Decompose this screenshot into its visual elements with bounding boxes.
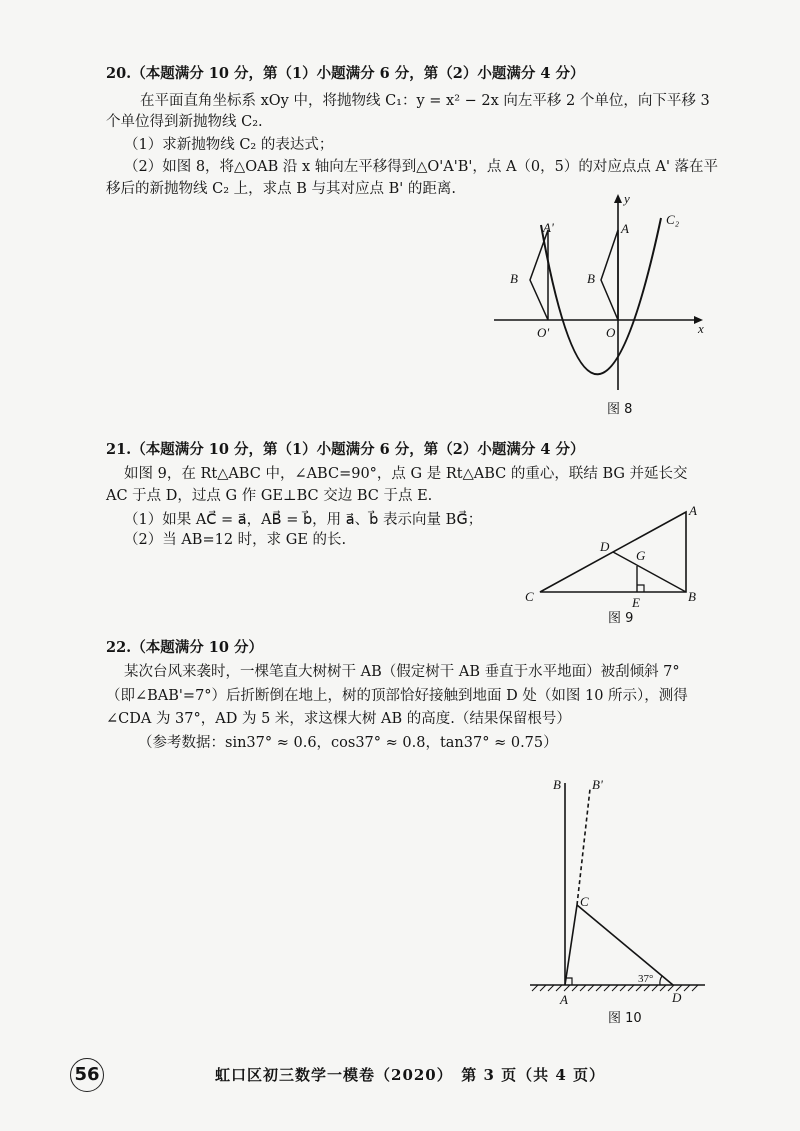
figure-9 xyxy=(515,500,715,630)
q20-subquestion-1: （1）求新抛物线 C₂ 的表达式； xyxy=(124,137,334,153)
label-c: C xyxy=(525,589,534,604)
label-c2: C₂ xyxy=(666,212,680,227)
figure-10-caption: 图 10 xyxy=(608,1011,642,1026)
label-o: O xyxy=(606,325,616,340)
label-b: B xyxy=(587,271,595,286)
q21-subquestion-1: （1）如果 AC⃗ = a⃗，AB⃗ = b⃗，用 a⃗、b⃗ 表示向量 BG⃗； xyxy=(124,512,483,528)
figure-9-caption: 图 9 xyxy=(608,611,634,626)
label-angle-37: 37° xyxy=(638,973,654,985)
label-a: A xyxy=(621,221,629,236)
page-footer: 虹口区初三数学一模卷（2020） 第 3 页（共 4 页） xyxy=(215,1066,606,1084)
label-g: G xyxy=(636,548,646,563)
right-angle-mark xyxy=(637,585,644,592)
q20-header: 20.（本题满分 10 分，第（1）小题满分 6 分，第（2）小题满分 4 分） xyxy=(106,65,585,82)
label-o-prime: O' xyxy=(537,325,550,340)
q22-stem-line1: 某次台风来袭时，一棵笔直大树树干 AB（假定树干 AB 垂直于水平地面）被刮倾斜 7° xyxy=(124,664,680,680)
label-a: A xyxy=(689,503,697,518)
q21-stem-line2: AC 于点 D，过点 G 作 GE⊥BC 交边 BC 于点 E. xyxy=(106,488,433,504)
q22-reference-data: （参考数据：sin37° ≈ 0.6，cos37° ≈ 0.8，tan37° ≈ 0.75） xyxy=(138,735,558,751)
figure-8 xyxy=(480,185,720,425)
segment-ac xyxy=(565,905,577,985)
label-a: A xyxy=(560,992,568,1007)
triangle-oab xyxy=(601,230,618,320)
label-a-prime: A' xyxy=(543,220,554,235)
label-b-prime: B xyxy=(510,271,518,286)
label-b: B xyxy=(688,589,696,604)
q22-header: 22.（本题满分 10 分） xyxy=(106,639,264,656)
label-d: D xyxy=(600,539,610,554)
q20-stem-line2: 个单位得到新抛物线 C₂. xyxy=(106,114,263,130)
segment-cb-prime-dashed xyxy=(577,789,590,905)
label-x: x xyxy=(698,321,704,336)
label-y: y xyxy=(624,191,630,206)
label-c: C xyxy=(580,894,589,909)
y-axis-arrow xyxy=(614,194,622,203)
figure-10 xyxy=(520,765,720,1035)
parabola-c2 xyxy=(541,218,661,374)
segment-bd xyxy=(613,552,686,592)
page-number-badge: 56 xyxy=(70,1058,104,1092)
q21-stem-line1: 如图 9，在 Rt△ABC 中，∠ABC=90°，点 G 是 Rt△ABC 的重心，联结 BG 并延长交 xyxy=(124,466,688,482)
q20-stem-line1: 在平面直角坐标系 xOy 中，将抛物线 C₁：y = x² − 2x 向左平移 2 个单位，向下平移 3 xyxy=(140,93,710,109)
q21-subquestion-2: （2）当 AB=12 时，求 GE 的长. xyxy=(124,532,347,548)
q20-subquestion-2a: （2）如图 8，将△OAB 沿 x 轴向左平移得到△O'A'B'，点 A（0，5）的对应点点 A' 落在平 xyxy=(124,159,719,175)
angle-arc-d xyxy=(660,976,662,985)
segment-cd xyxy=(577,905,673,985)
q22-stem-line2: （即∠BAB'=7°）后折断倒在地上，树的顶部恰好接触到地面 D 处（如图 10 所示），测得 xyxy=(106,688,688,704)
q20-subquestion-2b: 移后的新抛物线 C₂ 上，求点 B 与其对应点 B' 的距离. xyxy=(106,181,456,197)
label-b-prime: B' xyxy=(592,777,603,792)
figure-8-caption: 图 8 xyxy=(607,402,633,417)
label-e: E xyxy=(632,595,640,610)
label-d: D xyxy=(672,990,682,1005)
label-b: B xyxy=(553,777,561,792)
q22-stem-line3: ∠CDA 为 37°，AD 为 5 米，求这棵大树 AB 的高度.（结果保留根号） xyxy=(106,711,571,727)
q21-header: 21.（本题满分 10 分，第（1）小题满分 6 分，第（2）小题满分 4 分） xyxy=(106,441,585,458)
